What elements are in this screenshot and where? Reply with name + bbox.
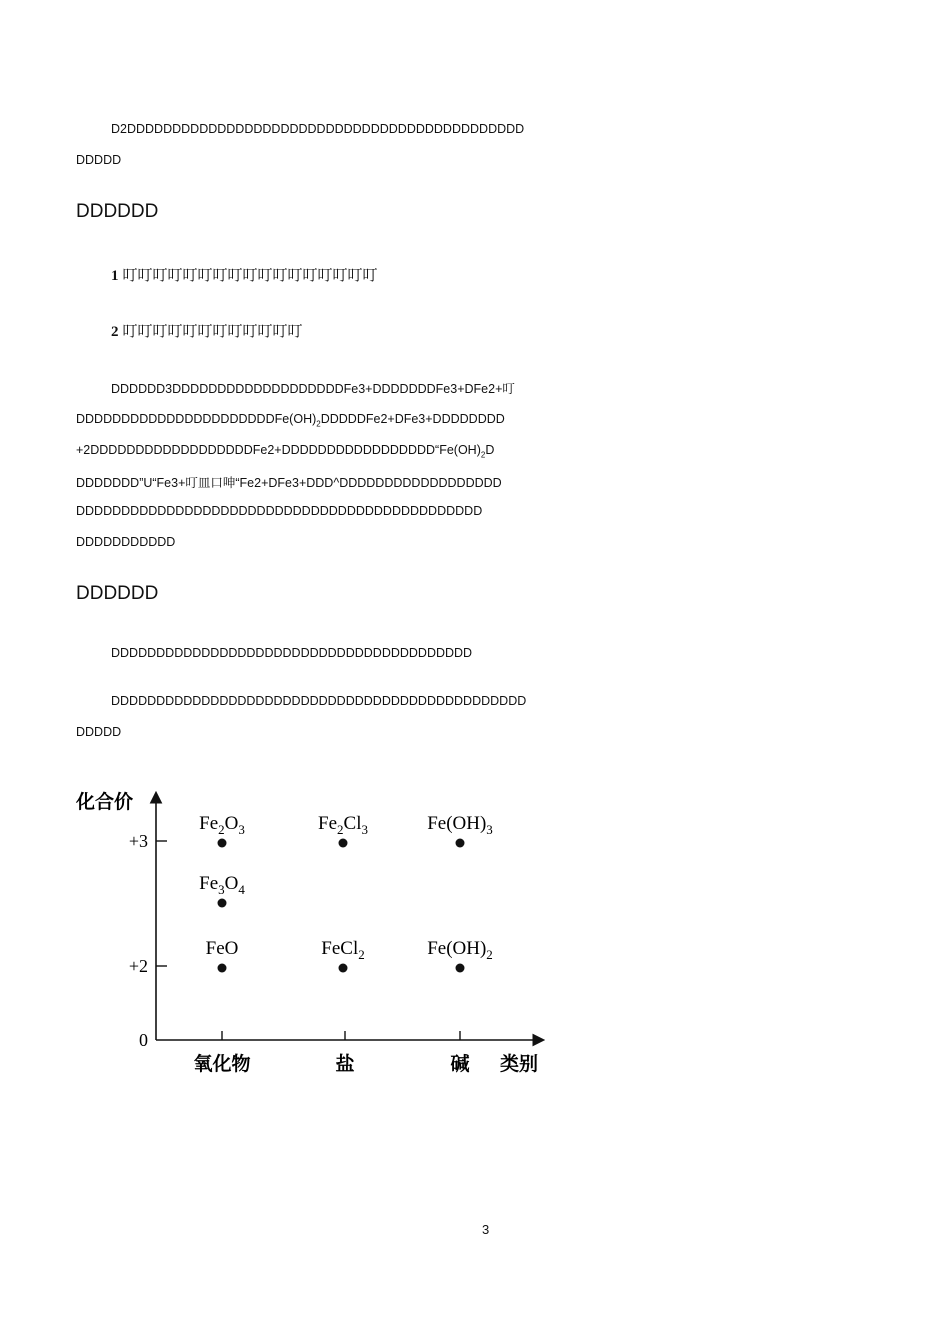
para2-line1: DDDDDD3DDDDDDDDDDDDDDDDDDDFe3+DDDDDDDFe3+DFe2+叮 xyxy=(111,382,515,396)
section-heading-1: DDDDDD xyxy=(76,201,159,222)
data-point-3 xyxy=(218,899,227,908)
point-label-6: $Fe(OH)_2$ xyxy=(427,938,493,962)
para2-line2 xyxy=(76,412,505,429)
para2-line4: DDDDDDD”U“Fe3+叮皿口呻“Fe2+DFe3+DDD^DDDDDDDDDDDDDDDDDD xyxy=(76,476,502,490)
data-point-4 xyxy=(218,964,227,973)
para2-line3-a: +2DDDDDDDDDDDDDDDDDDFe2+DDDDDDDDDDDDDDDDD“Fe(OH) xyxy=(76,443,481,457)
point-label-5: FeCl$_2$ xyxy=(321,938,365,962)
page-number: 3 xyxy=(482,1222,490,1237)
list-item-1 xyxy=(111,264,378,285)
list-item-2-number: 2 xyxy=(111,324,119,340)
list-item-1-number: 1 xyxy=(111,268,119,284)
point-label-3: $Fe_3O_4$ xyxy=(199,873,245,897)
point-label-4: FeO xyxy=(205,938,239,959)
section-heading-2: DDDDDD xyxy=(76,583,159,604)
list-item-1-text: 叮叮叮叮叮叮叮叮叮叮叮叮叮叮叮叮叮 xyxy=(122,268,378,284)
para2-line3 xyxy=(76,443,494,460)
x-tick-label-2: 碱 xyxy=(450,1054,470,1075)
data-point-6 xyxy=(456,964,465,973)
x-axis-title: 类别 xyxy=(500,1054,539,1075)
chart-svg xyxy=(70,780,560,1080)
para1-line1: D2DDDDDDDDDDDDDDDDDDDDDDDDDDDDDDDDDDDDDDDDDDDD xyxy=(111,122,525,136)
y-tick-label-0: 0 xyxy=(139,1030,148,1050)
para4-line1: DDDDDDDDDDDDDDDDDDDDDDDDDDDDDDDDDDDDDDDDDDDDDD xyxy=(111,694,527,708)
para2-line3-b: D xyxy=(485,443,495,457)
y-tick-label-1: +2 xyxy=(128,956,148,976)
para2-line5: DDDDDDDDDDDDDDDDDDDDDDDDDDDDDDDDDDDDDDDDDDDDD xyxy=(76,504,483,518)
y-axis-title: 化合价 xyxy=(76,792,134,813)
list-item-2-text: 叮叮叮叮叮叮叮叮叮叮叮叮 xyxy=(122,324,303,340)
data-point-0 xyxy=(218,839,227,848)
para2-line3-sub: 2 xyxy=(480,450,486,460)
para2-line2-sub: 2 xyxy=(316,419,321,429)
para1-line2: DDDDD xyxy=(76,153,122,167)
para2-line2-a: DDDDDDDDDDDDDDDDDDDDDDFe(OH) xyxy=(76,412,317,426)
x-tick-label-0: 氧化物 xyxy=(193,1054,251,1075)
valence-category-chart xyxy=(70,780,560,1085)
x-tick-label-1: 盐 xyxy=(335,1054,355,1075)
point-label-0: $Fe_2O_3$ xyxy=(199,813,245,837)
list-item-2 xyxy=(111,320,303,341)
y-tick-label-2: +3 xyxy=(128,831,148,851)
data-point-5 xyxy=(339,964,348,973)
point-label-1: $Fe_2Cl_3$ xyxy=(318,813,368,837)
point-label-2: $Fe(OH)_3$ xyxy=(427,813,493,837)
para4-line2: DDDDD xyxy=(76,725,122,739)
para3-line1: DDDDDDDDDDDDDDDDDDDDDDDDDDDDDDDDDDDDDDDD xyxy=(111,646,473,660)
para2-line2-b: DDDDDFe2+DFe3+DDDDDDDD xyxy=(320,412,505,426)
data-point-1 xyxy=(339,839,348,848)
para2-line6: DDDDDDDDDDD xyxy=(76,535,176,549)
data-point-2 xyxy=(456,839,465,848)
